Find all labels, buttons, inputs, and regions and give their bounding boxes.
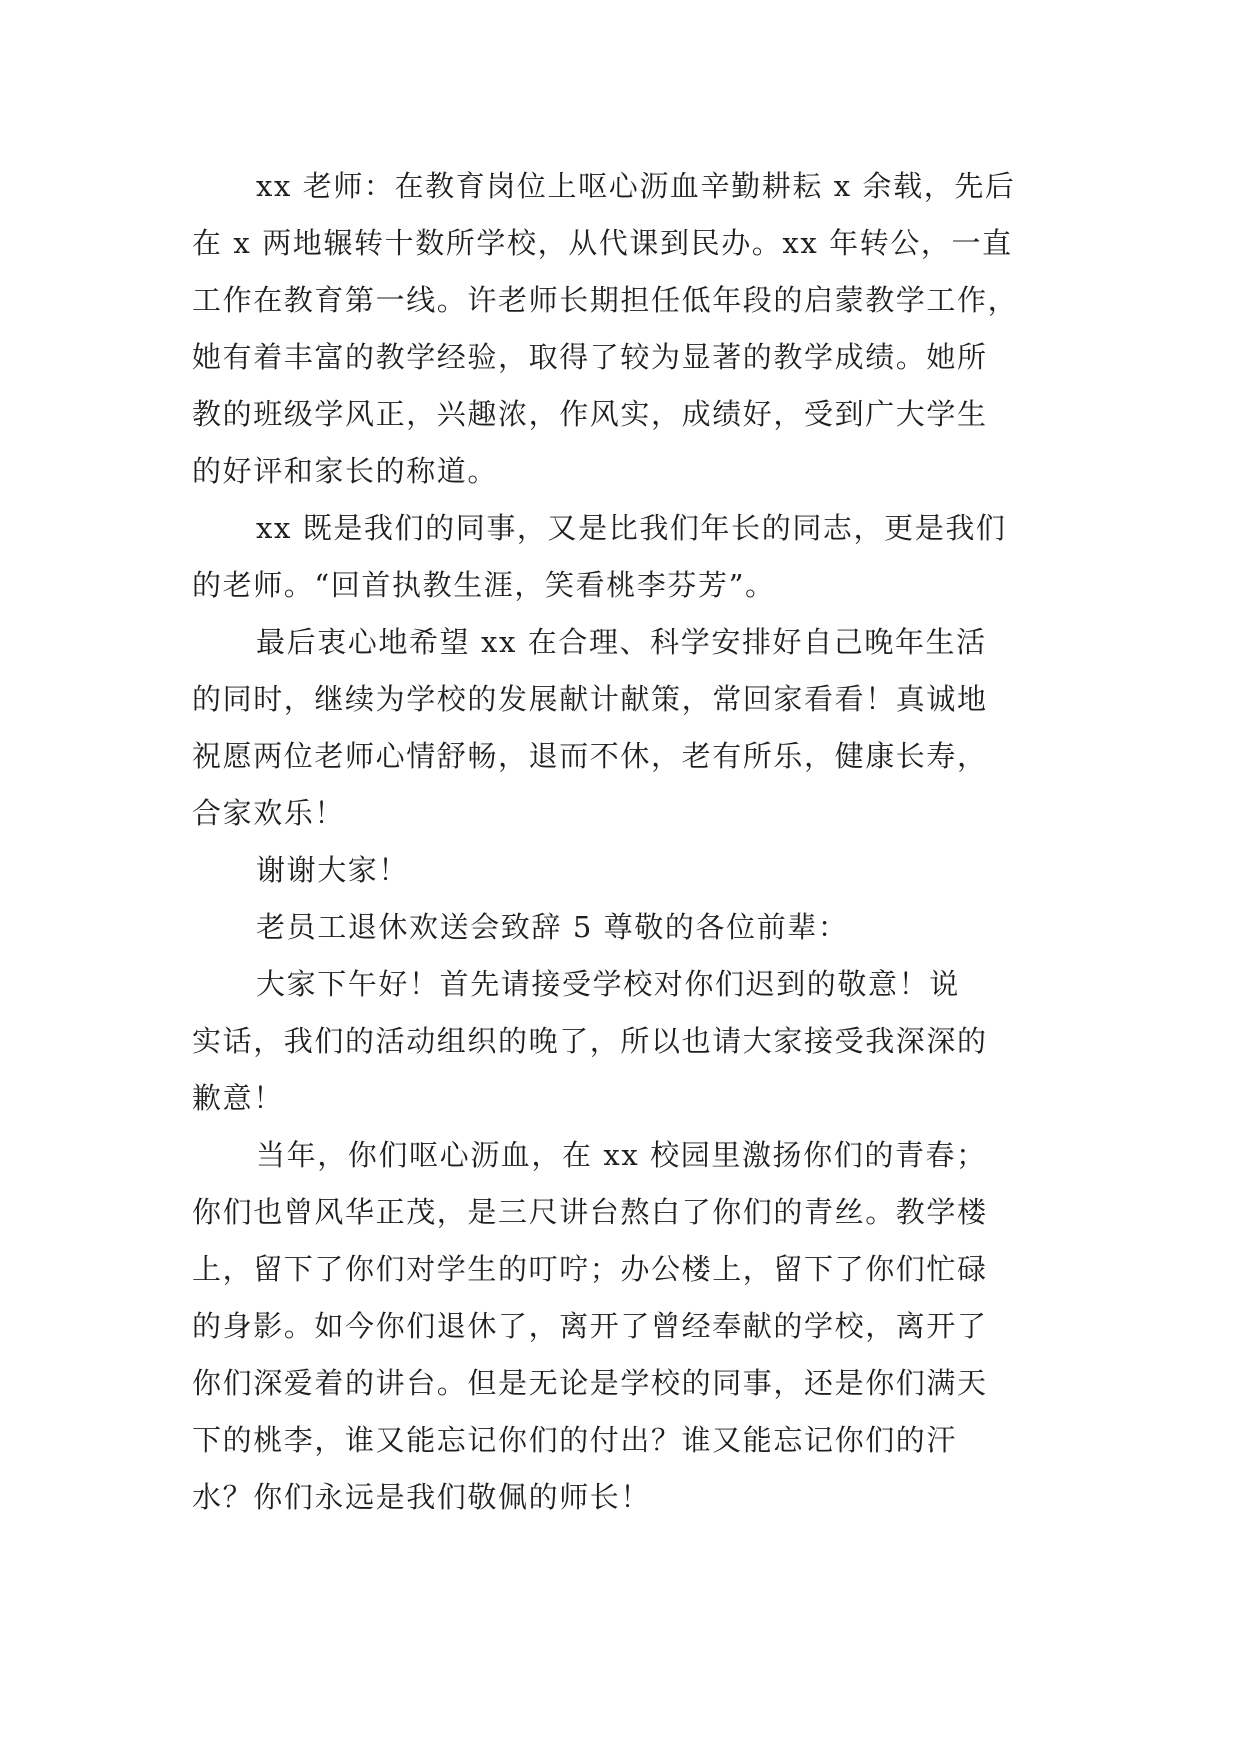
text-line-13: 谢谢大家！: [256, 853, 410, 887]
text-line-6: 的好评和家长的称道。: [192, 454, 499, 488]
text-line-18: 当年，你们呕心沥血，在 xx 校园里激扬你们的青春；: [256, 1138, 987, 1172]
text-line-20: 上，留下了你们对学生的叮咛；办公楼上，留下了你们忙碌: [192, 1252, 988, 1286]
text-line-17: 歉意！: [192, 1081, 284, 1115]
text-line-1: xx 老师：在教育岗位上呕心沥血辛勤耕耘 x 余载，先后: [256, 169, 1016, 203]
text-line-9: 最后衷心地希望 xx 在合理、科学安排好自己晚年生活: [256, 625, 987, 659]
text-line-11: 祝愿两位老师心情舒畅，退而不休，老有所乐，健康长寿，: [192, 739, 988, 773]
text-line-2: 在 x 两地辗转十数所学校，从代课到民办。xx 年转公，一直: [192, 226, 1013, 260]
text-line-4: 她有着丰富的教学经验，取得了较为显著的教学成绩。她所: [192, 340, 988, 374]
text-line-3: 工作在教育第一线。许老师长期担任低年段的启蒙教学工作，: [192, 283, 1019, 317]
text-line-23: 下的桃李，谁又能忘记你们的付出？谁又能忘记你们的汗: [192, 1423, 958, 1457]
text-line-19: 你们也曾风华正茂，是三尺讲台熬白了你们的青丝。教学楼: [192, 1195, 988, 1229]
text-line-10: 的同时，继续为学校的发展献计献策，常回家看看！真诚地: [192, 682, 988, 716]
text-line-22: 你们深爱着的讲台。但是无论是学校的同事，还是你们满天: [192, 1366, 988, 1400]
text-line-14: 老员工退休欢送会致辞 5 尊敬的各位前辈：: [256, 910, 849, 944]
text-line-7: xx 既是我们的同事，又是比我们年长的同志，更是我们: [256, 511, 1007, 545]
text-line-5: 教的班级学风正，兴趣浓，作风实，成绩好，受到广大学生: [192, 397, 988, 431]
text-line-24: 水？你们永远是我们敬佩的师长！: [192, 1480, 652, 1514]
text-line-8: 的老师。“回首执教生涯，笑看桃李芬芳”。: [192, 568, 776, 602]
text-line-12: 合家欢乐！: [192, 796, 346, 830]
text-line-21: 的身影。如今你们退休了，离开了曾经奉献的学校，离开了: [192, 1309, 988, 1343]
text-line-16: 实话，我们的活动组织的晚了，所以也请大家接受我深深的: [192, 1024, 988, 1058]
text-line-15: 大家下午好！首先请接受学校对你们迟到的敬意！说: [256, 967, 960, 1001]
